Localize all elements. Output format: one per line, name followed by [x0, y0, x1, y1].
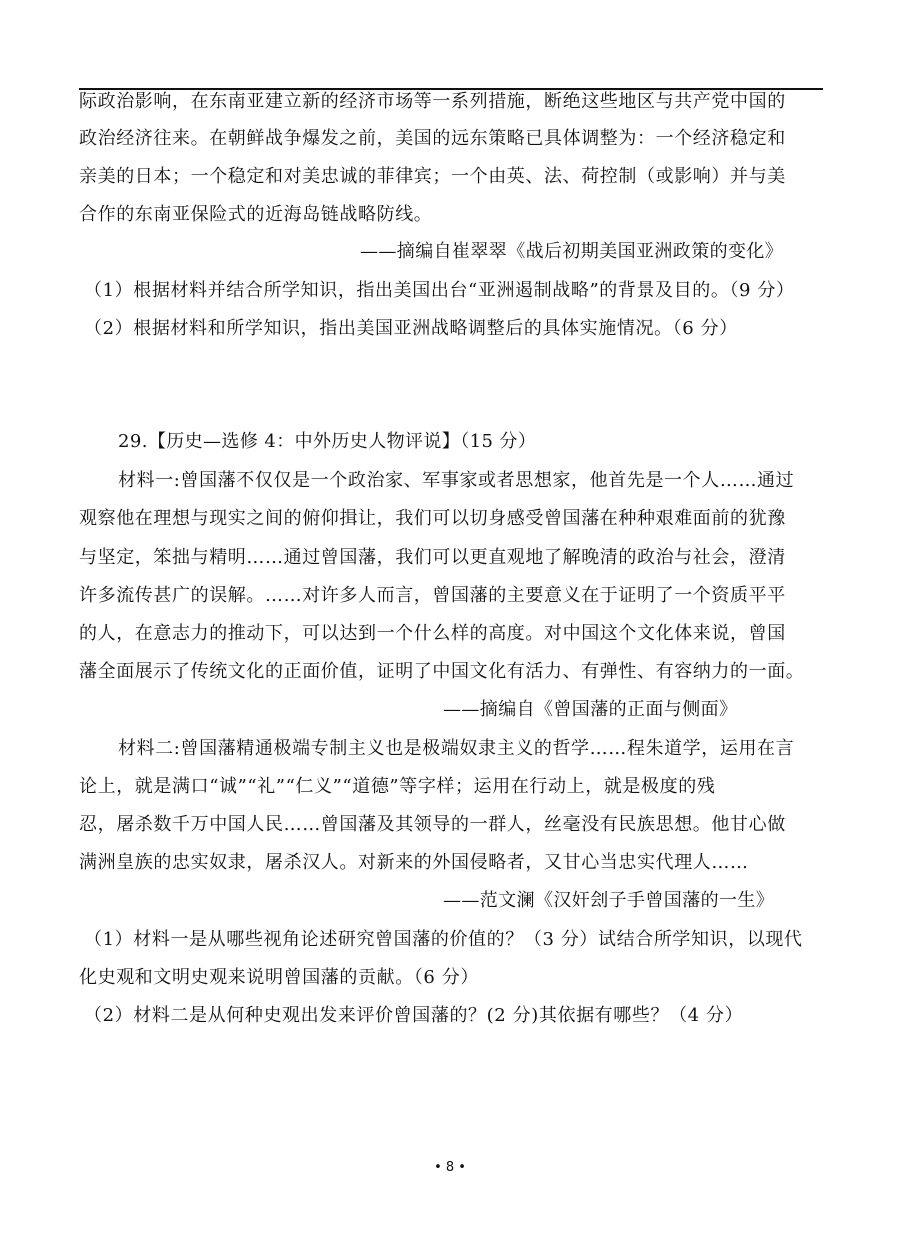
material-2-line: 材料二:曾国藩精通极端专制主义也是极端奴隶主义的哲学……程朱道学，运用在言: [118, 738, 795, 759]
material-1-line: 与坚定，笨拙与精明……通过曾国藩，我们可以更直观地了解晚清的政治与社会，澄清: [79, 547, 786, 568]
question-29-1-cont: 化史观和文明史观来说明曾国藩的贡献。（6 分）: [79, 967, 479, 988]
material-2-line: 满洲皇族的忠实奴隶，屠杀汉人。对新来的外国侵略者，又甘心当忠实代理人……: [79, 852, 749, 873]
material-1-line: 材料一:曾国藩不仅仅是一个政治家、军事家或者思想家，他首先是一个人……通过: [118, 470, 795, 491]
material-1-line: 观察他在理想与现实之间的俯仰揖让，我们可以切身感受曾国藩在种种艰难面前的犹豫: [79, 508, 786, 529]
question-28-1: （1）根据材料并结合所学知识，指出美国出台“亚洲遏制战略”的背景及目的。（9 分）: [84, 280, 795, 301]
material-1-line: 的人，在意志力的推动下，可以达到一个什么样的高度。对中国这个文化体来说，曾国: [79, 623, 786, 644]
question-28-2: （2）根据材料和所学知识，指出美国亚洲战略调整后的具体实施情况。（6 分）: [84, 318, 738, 339]
question-29-1: （1）材料一是从哪些视角论述研究曾国藩的价值的？（3 分）试结合所学知识，以现代: [84, 929, 803, 950]
material-1-line: 藩全面展示了传统文化的正面价值，证明了中国文化有活力、有弹性、有容纳力的一面。: [79, 661, 805, 682]
material-line: 亲美的日本；一个稳定和对美忠诚的菲律宾；一个由英、法、荷控制（或影响）并与美: [79, 166, 786, 187]
material-2-line: 忍，屠杀数千万中国人民……曾国藩及其领导的一群人，丝毫没有民族思想。他甘心做: [79, 814, 786, 835]
material-1-source: ——摘编自《曾国藩的正面与侧面》: [443, 699, 738, 720]
question-29-2: （2）材料二是从何种史观出发来评价曾国藩的？(2 分)其依据有哪些？（4 分）: [84, 1005, 744, 1026]
page-number: • 8 •: [434, 1160, 466, 1175]
material-2-source: ——范文澜《汉奸刽子手曾国藩的一生》: [443, 890, 775, 911]
material-line: 政治经济往来。在朝鲜战争爆发之前，美国的远东策略已具体调整为：一个经济稳定和: [79, 128, 786, 149]
material-line: 合作的东南亚保险式的近海岛链战略防线。: [79, 204, 433, 225]
material-2-line: 论上，就是满口“诚”“礼”“仁义”“道德”等字样；运用在行动上，就是极度的残: [79, 776, 716, 797]
material-line: 际政治影响，在东南亚建立新的经济市场等一系列措施，断绝这些地区与共产党中国的: [79, 91, 786, 112]
question-29-heading: 29.【历史—选修 4：中外历史人物评说】（15 分）: [118, 431, 537, 452]
material-1-line: 许多流传甚广的误解。……对许多人而言，曾国藩的主要意义在于证明了一个资质平平: [79, 585, 786, 606]
material-source: ——摘编自崔翠翠《战后初期美国亚洲政策的变化》: [360, 241, 784, 262]
